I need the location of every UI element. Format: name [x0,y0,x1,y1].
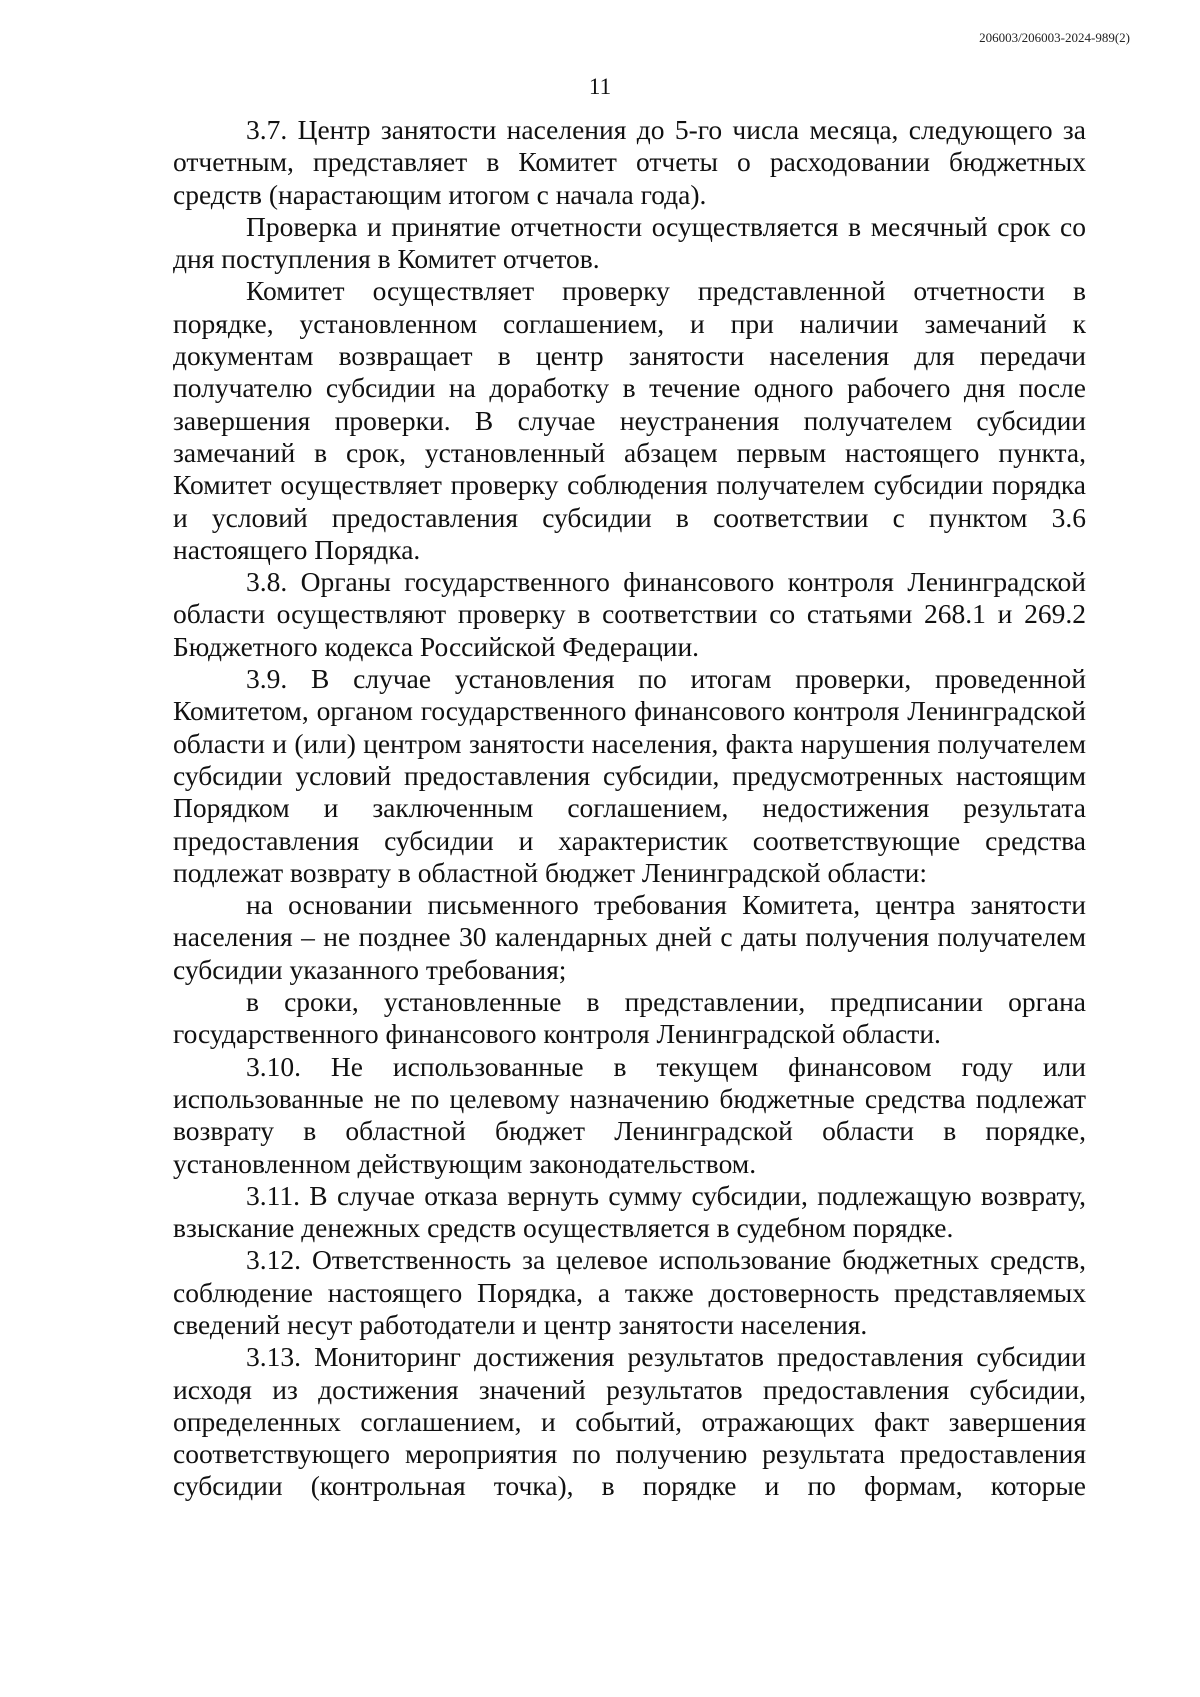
page-number: 11 [588,74,612,99]
document-body [173,114,1086,1503]
paragraph-3-13: 3.13. Мониторинг достижения результатов предоставления субсидии исходя из достижения значений результатов предоставления субсидии, определенных соглашением, и событий, отражающих факт завершения соответствующего мероприятия по получению результата предоставления субсидии (контрольная точка), в порядке и по формам, которые [173,1341,1086,1502]
paragraph-3-9: 3.9. В случае установления по итогам проверки, проведенной Комитетом, органом государственного финансового контроля Ленинградской области и (или) центром занятости населения, факта нарушения получателем субсидии условий предоставления субсидии, предусмотренных настоящим Порядком и заключенным соглашением, недостижения результата предоставления субсидии и характеристик соответствующие средства подлежат возврату в областной бюджет Ленинградской области: [173,663,1086,888]
paragraph-3-11: 3.11. В случае отказа вернуть сумму субсидии, подлежащую возврату, взыскание денежных средств осуществляется в судебном порядке. [173,1179,1086,1244]
paragraph-3-8: 3.8. Органы государственного финансового контроля Ленинградской области осуществляют проверку в соответствии со статьями 268.1 и 269.2 Бюджетного кодекса Российской Федерации. [173,566,1086,662]
paragraph-deadlines: в сроки, установленные в представлении, предписании органа государственного финансового контроля Ленинградской области. [173,986,1086,1050]
paragraph-committee-check: Комитет осуществляет проверку представленной отчетности в порядке, установленном соглашением, и при наличии замечаний к документам возвращает в центр занятости населения для передачи получателю субсидии на доработку в течение одного рабочего дня после завершения проверки. В случае неустранения получателем субсидии замечаний в срок, установленный абзацем первым настоящего пункта, Комитет осуществляет проверку соблюдения получателем субсидии порядка и условий предоставления субсидии в соответствии с пунктом 3.6 настоящего Порядка. [173,275,1086,565]
paragraph-3-7: 3.7. Центр занятости населения до 5-го числа месяца, следующего за отчетным, представляет в Комитет отчеты о расходовании бюджетных средств (нарастающим итогом с начала года). [173,114,1086,210]
paragraph-written-demand: на основании письменного требования Комитета, центра занятости населения – не позднее 30 календарных дней с даты получения получателем субсидии указанного требования; [173,889,1086,985]
document-identifier: 206003/206003-2024-989(2) [979,30,1130,45]
paragraph-3-12: 3.12. Ответственность за целевое использование бюджетных средств, соблюдение настоящего Порядка, а также достоверность представляемых сведений несут работодатели и центр занятости населения. [173,1244,1086,1340]
paragraph-report-check: Проверка и принятие отчетности осуществляется в месячный срок со дня поступления в Комитет отчетов. [173,210,1086,275]
paragraph-3-10: 3.10. Не использованные в текущем финансовом году или использованные не по целевому назначению бюджетные средства подлежат возврату в областной бюджет Ленинградской области в порядке, установленном действующим законодательством. [173,1050,1086,1179]
